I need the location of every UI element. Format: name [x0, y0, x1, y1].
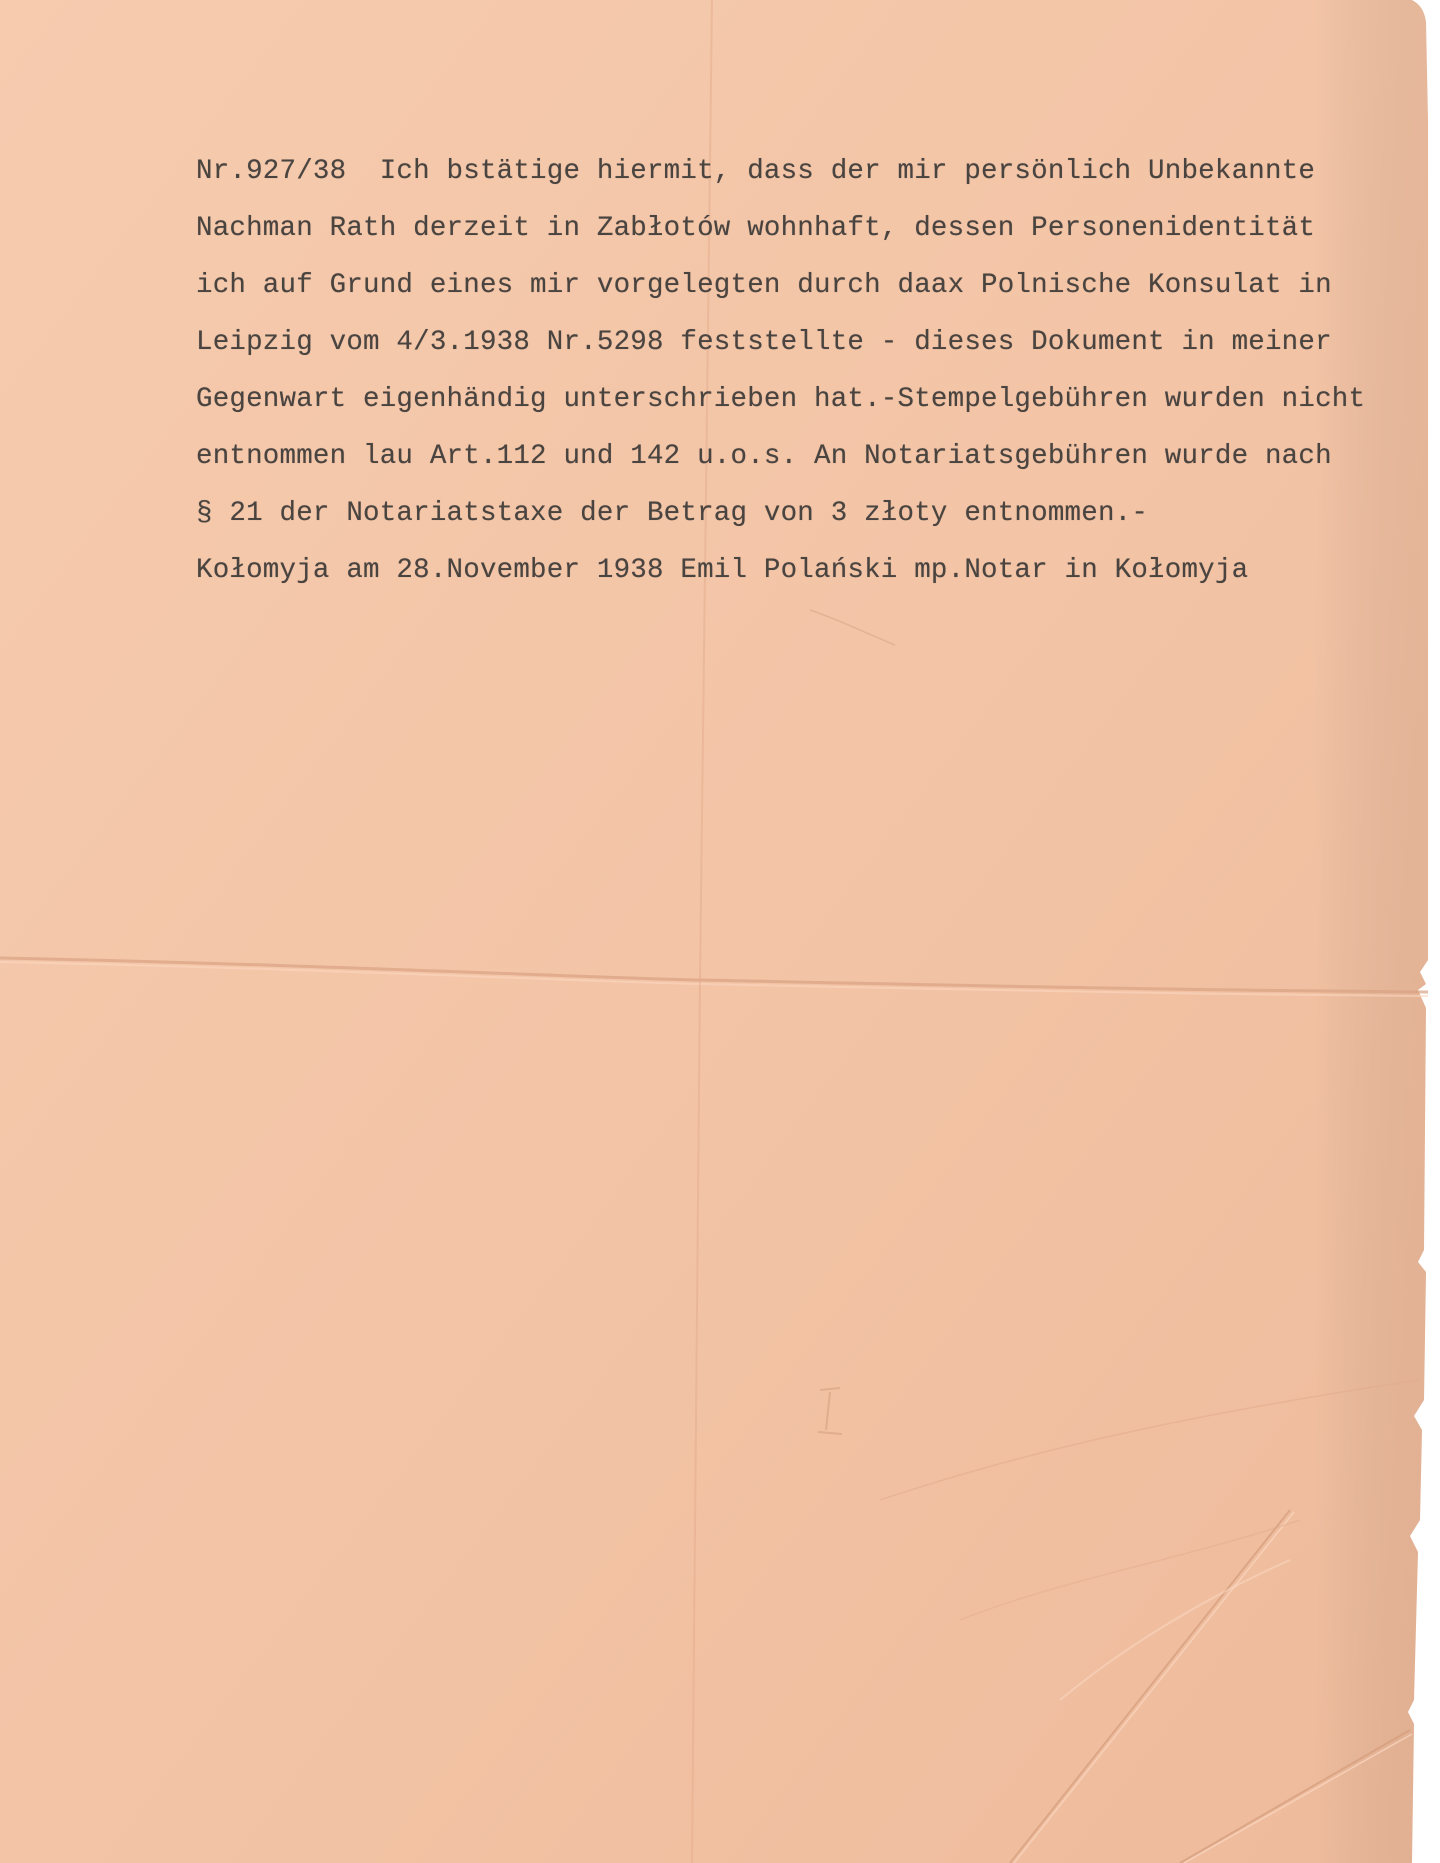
text-line: Leipzig vom 4/3.1938 Nr.5298 feststellte - dieses Dokument in meiner: [196, 327, 1332, 358]
text-line: entnommen lau Art.112 und 142 u.o.s. An Notariatsgebühren wurde nach: [196, 441, 1332, 472]
typed-text: [196, 152, 1426, 608]
text-line: ich auf Grund eines mir vorgelegten durch daax Polnische Konsulat in: [196, 270, 1332, 301]
text-line: § 21 der Notariatstaxe der Betrag von 3 złoty entnommen.-: [196, 498, 1149, 529]
text-line: Kołomyja am 28.November 1938 Emil Polański mp.Notar in Kołomyja: [196, 555, 1249, 586]
text-line: Nachman Rath derzeit in Zabłotów wohnhaft, dessen Personenidentität: [196, 213, 1316, 244]
text-line: Nr.927/38 Ich bstätige hiermit, dass der mir persönlich Unbekannte: [196, 156, 1316, 187]
text-line: Gegenwart eigenhändig unterschrieben hat.-Stempelgebühren wurden nicht: [196, 384, 1366, 415]
